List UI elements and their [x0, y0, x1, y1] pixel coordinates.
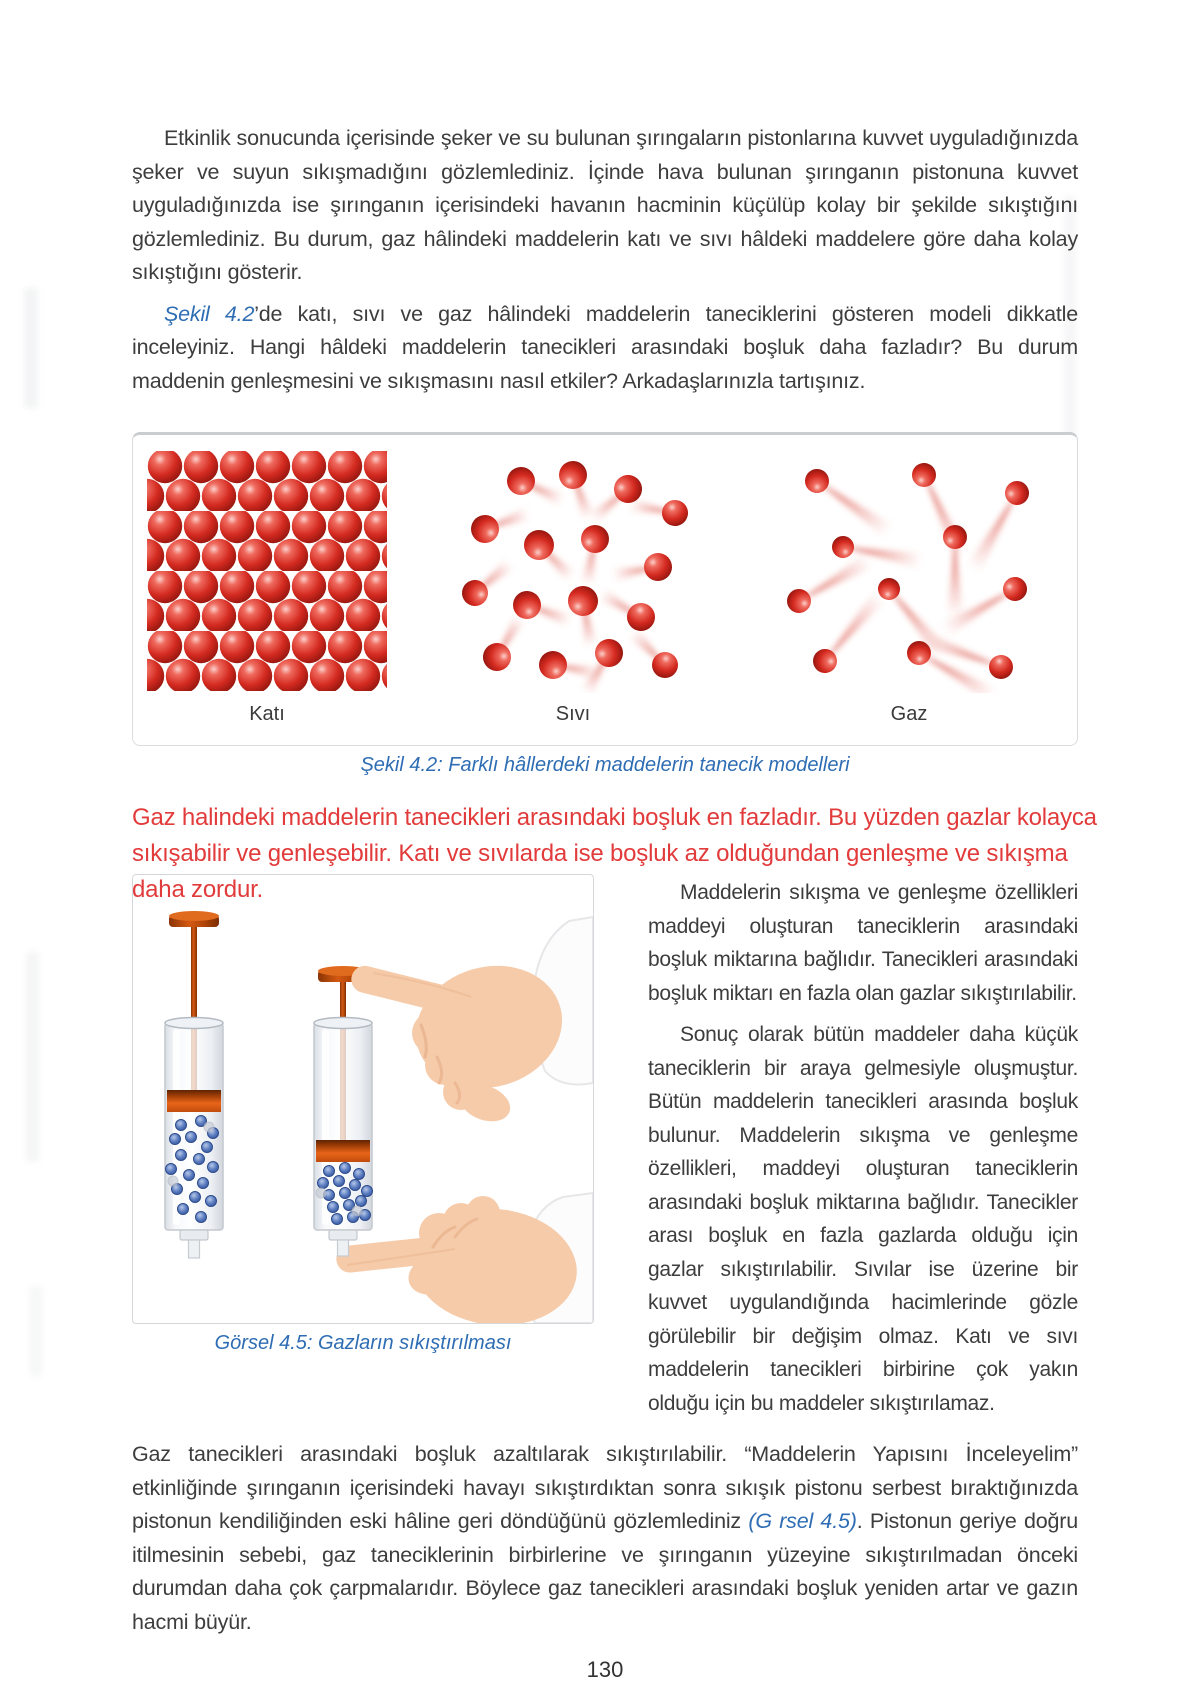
intro-paragraph-1: Etkinlik sonucunda içerisinde şeker ve su bulunan şırıngaların pistonlarına kuvvet uyguladığınızda şeker ve suyun sıkışmadığını gözlemlediniz. İçinde hava bulunan şırınganın pistonuna kuvvet uyguladığınızda ise şırınganın içerisindeki havanın hacminin küçülüp kolay bir şekilde sıkıştığını gözlemlediniz. Bu durum, gaz hâlindeki maddelerin katı ve sıvı hâldeki maddelere göre daha kolay sıkıştığını gösterir. [132, 126, 1078, 284]
closing-paragraph-start: Gaz tanecikleri arasındaki boşluk azaltılarak sıkıştırılabilir. “Maddelerin Yapısını İnceleyelim” etkinliğinde şırınganın içerisindeki havayı sıkıştırdıktan sonra sıkışık pistonu serbest bıraktığınızda pistonun kendiliğinden eski hâline geri döndüğünü gözlemlediniz [132, 1442, 1078, 1533]
page-number: 130 [586, 1657, 624, 1682]
column-text [648, 874, 1078, 1428]
solid-model-panel [147, 451, 387, 726]
liquid-model-panel [443, 451, 703, 726]
gas-label: Gaz [890, 703, 928, 725]
figure-4-5-caption: Görsel 4.5: Gazların sıkıştırılması [214, 1332, 512, 1354]
compressed-syringe [314, 966, 373, 1256]
liquid-particles [457, 457, 690, 693]
image-text-row [132, 874, 1078, 1428]
syringe-compression-illustration [133, 875, 593, 1323]
syringe-image [132, 874, 594, 1324]
column-paragraph-2: Sonuç olarak bütün maddeler daha küçük taneciklerin bir araya gelmesiyle oluşmuştur. Bütün maddelerin tanecikleri arasında boşluk bulunur. Maddelerin sıkışma ve genleşme özellikleri, maddeyi oluşturan taneciklerin arasındaki boşluk miktarına bağlıdır. Tanecikler arası boşluk en fazla gazlarda olduğu için gazlar sıkıştırılabilir. Sıvılar ise üzerine bir kuvvet uygulandığında hacimlerinde gözle görülebilir bir değişim olmaz. Katı ve sıvı maddelerin tanecikleri birbirine çok yakın olduğu için bu maddeler sıkıştırılamaz. [648, 1023, 1078, 1415]
figure-4-2-caption: Şekil 4.2: Farklı hâllerdeki maddelerin tanecik modelleri [360, 754, 850, 776]
solid-label: Katı [249, 703, 285, 725]
column-paragraph-1: Maddelerin sıkışma ve genleşme özellikleri maddeyi oluşturan taneciklerin arasındaki boşluk miktarına bağlıdır. Tanecikleri arasındaki boşluk miktarı en fazla olan gazlar sıkıştırılabilir. [648, 881, 1078, 1005]
scan-smudge [30, 1286, 42, 1376]
gas-model-panel [759, 451, 1059, 726]
gas-particles-illustration [759, 451, 1059, 693]
intro-paragraph-2 [132, 298, 1078, 399]
liquid-particles-illustration [443, 451, 703, 693]
closing-paragraph-end: . Pistonun geriye doğru itilmesinin sebebi, gaz taneciklerinin birbirlerine ve şırınganın yüzeyine sıkıştırılmadan önceki durumdan daha çok çarpmalarıdır. Böylece gaz tanecikleri arasındaki boşluk yeniden artar ve gazın hacmi büyür. [132, 1509, 1078, 1634]
liquid-label: Sıvı [555, 703, 591, 725]
supporting-hand-icon [335, 1193, 593, 1323]
syringe-figure-block [132, 874, 594, 1356]
gas-particles [783, 459, 1034, 693]
solid-particles-illustration [147, 451, 387, 693]
expanded-syringe [165, 911, 223, 1258]
particle-models-figure [132, 432, 1078, 746]
figure-4-5-reference: (G rsel 4.5) [748, 1509, 857, 1533]
closing-paragraph [132, 1438, 1078, 1639]
pressing-hand-icon [348, 917, 593, 1128]
scan-smudge [24, 288, 38, 408]
red-annotation-text: Gaz halindeki maddelerin tanecikleri arasındaki boşluk en fazladır. Bu yüzden gazlar kolayca sıkışabilir ve genleşebilir. Katı ve sıvılarda ise boşluk az olduğundan genleşme ve sıkışma daha zordur. [132, 804, 1097, 903]
intro-paragraph-2-text: ’de katı, sıvı ve gaz hâlindeki maddelerin taneciklerini gösteren modeli dikkatle inceleyiniz. Hangi hâldeki maddelerin tanecikleri arasındaki boşluk daha fazladır? Bu durum maddenin genleşmesini ve sıkışmasını nasıl etkiler? Arkadaşlarınızla tartışınız. [132, 301, 1078, 393]
figure-4-2-reference: Şekil 4.2 [164, 301, 255, 326]
scan-smudge [26, 952, 39, 1162]
